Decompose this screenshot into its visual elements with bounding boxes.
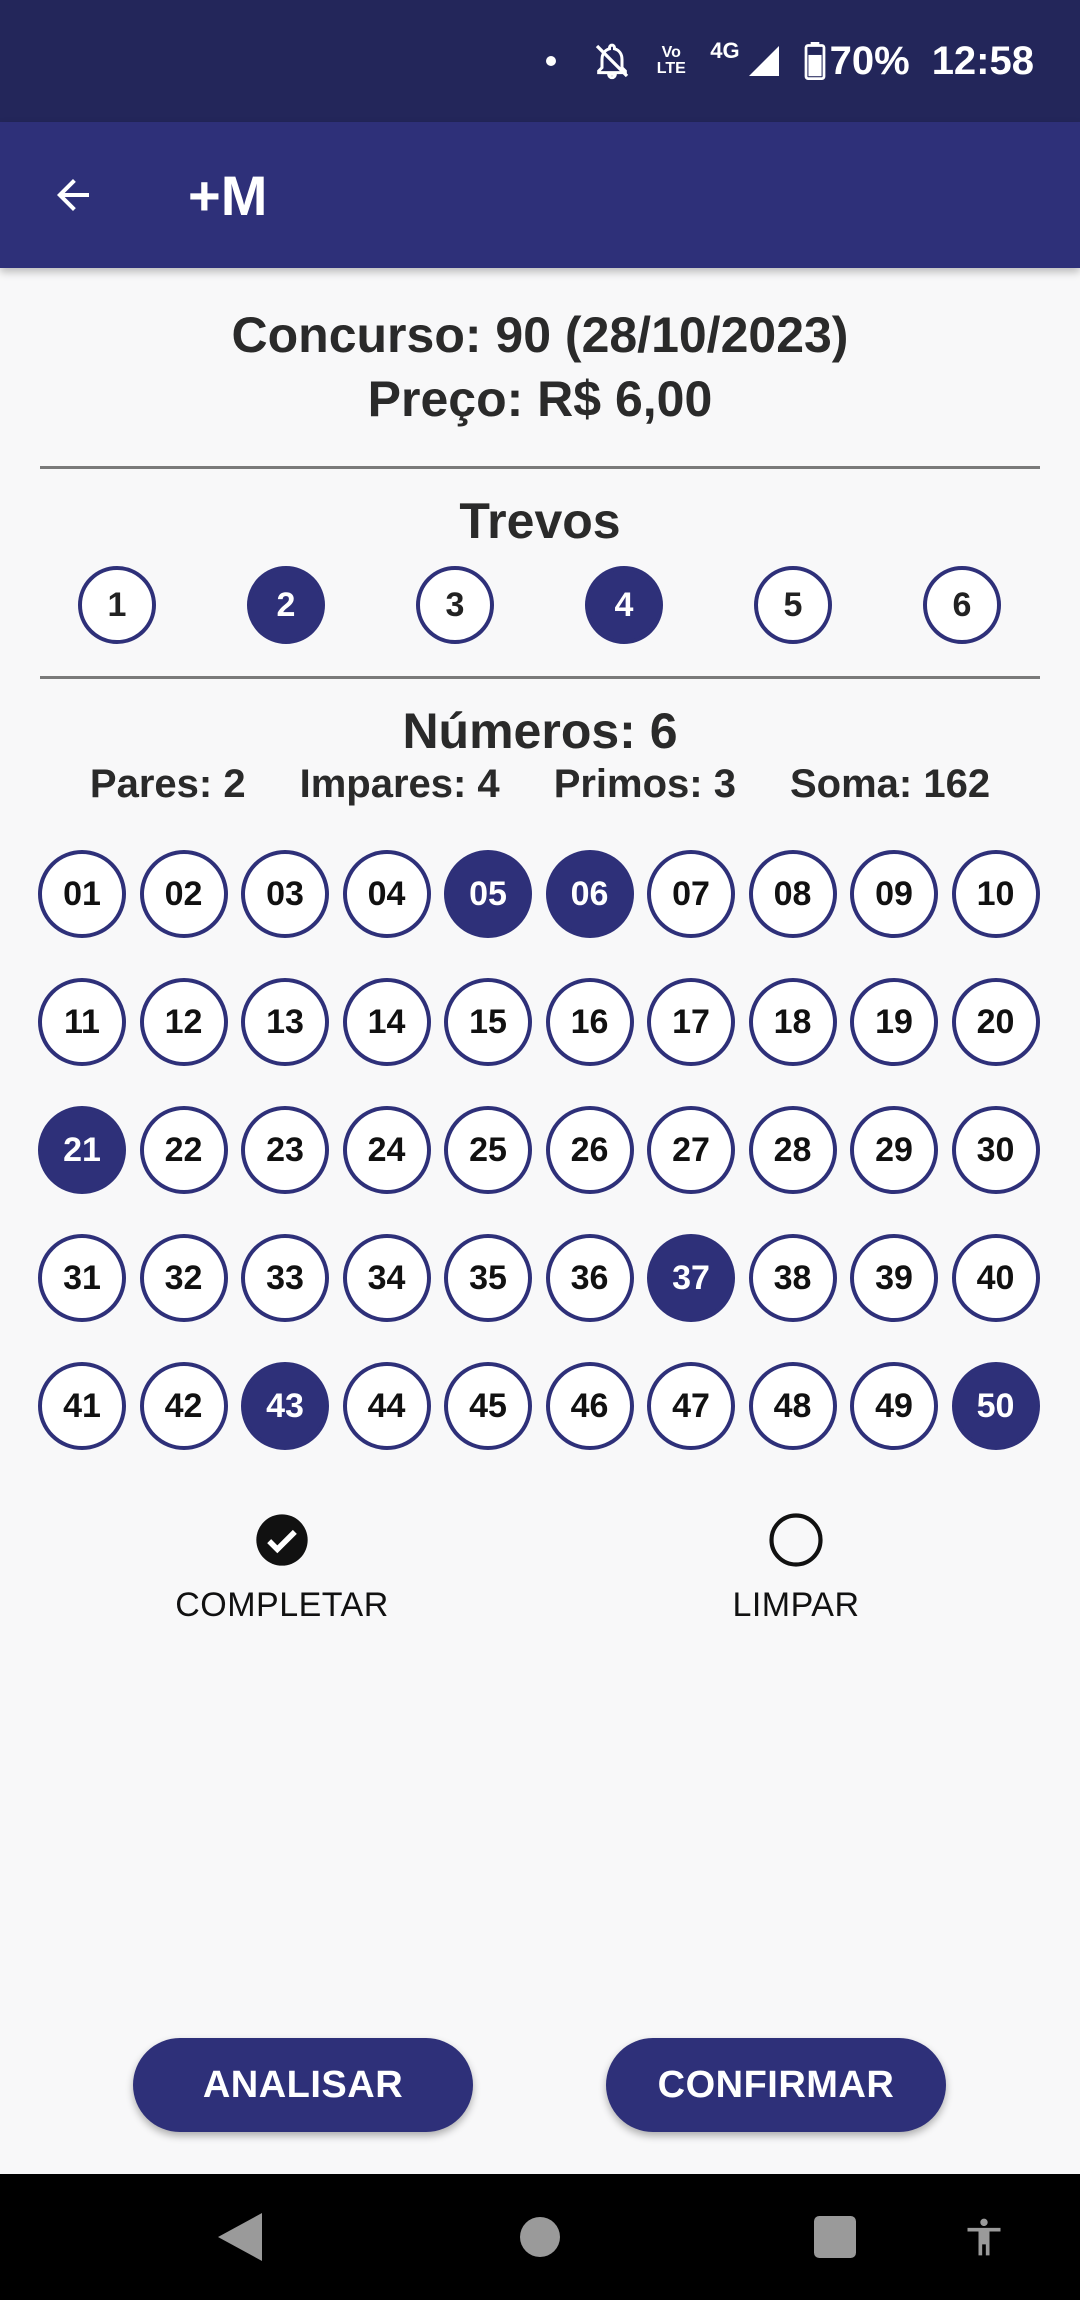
- limpar-label: LIMPAR: [732, 1586, 860, 1624]
- square-recents-icon: [814, 2216, 856, 2258]
- number-03[interactable]: 03: [241, 850, 329, 938]
- number-39[interactable]: 39: [850, 1234, 938, 1322]
- number-09[interactable]: 09: [850, 850, 938, 938]
- signal-icon: [746, 43, 782, 79]
- number-41[interactable]: 41: [38, 1362, 126, 1450]
- number-31[interactable]: 31: [38, 1234, 126, 1322]
- analisar-button[interactable]: ANALISAR: [133, 2038, 473, 2132]
- number-01[interactable]: 01: [38, 850, 126, 938]
- number-28[interactable]: 28: [749, 1106, 837, 1194]
- number-20[interactable]: 20: [952, 978, 1040, 1066]
- trevo-6[interactable]: 6: [923, 566, 1001, 644]
- pares-stat: Pares: 2: [89, 762, 246, 806]
- number-24[interactable]: 24: [343, 1106, 431, 1194]
- number-45[interactable]: 45: [444, 1362, 532, 1450]
- number-22[interactable]: 22: [140, 1106, 228, 1194]
- divider: [40, 466, 1040, 469]
- number-08[interactable]: 08: [749, 850, 837, 938]
- number-43[interactable]: 43: [241, 1362, 329, 1450]
- number-47[interactable]: 47: [647, 1362, 735, 1450]
- empty-circle-icon: [768, 1512, 824, 1568]
- limpar-action[interactable]: [646, 1512, 946, 1625]
- check-circle-icon: [254, 1512, 310, 1568]
- stats-row: [0, 762, 1080, 807]
- accessibility-icon: [962, 2213, 1006, 2261]
- number-33[interactable]: 33: [241, 1234, 329, 1322]
- number-15[interactable]: 15: [444, 978, 532, 1066]
- number-44[interactable]: 44: [343, 1362, 431, 1450]
- number-27[interactable]: 27: [647, 1106, 735, 1194]
- volte-icon: Vo LTE: [656, 44, 686, 77]
- number-17[interactable]: 17: [647, 978, 735, 1066]
- concurso-label: Concurso: 90 (28/10/2023): [231, 307, 849, 363]
- completar-label: COMPLETAR: [175, 1586, 389, 1624]
- price-label: Preço: R$ 6,00: [367, 371, 713, 427]
- nav-recents-button[interactable]: [795, 2174, 875, 2300]
- number-42[interactable]: 42: [140, 1362, 228, 1450]
- trevo-3[interactable]: 3: [416, 566, 494, 644]
- number-19[interactable]: 19: [850, 978, 938, 1066]
- completar-action[interactable]: [132, 1512, 432, 1625]
- notifications-off-icon: [592, 41, 632, 81]
- number-11[interactable]: 11: [38, 978, 126, 1066]
- number-30[interactable]: 30: [952, 1106, 1040, 1194]
- navigation-bar: [0, 2174, 1080, 2300]
- number-13[interactable]: 13: [241, 978, 329, 1066]
- number-46[interactable]: 46: [546, 1362, 634, 1450]
- app-title: +M: [188, 163, 268, 227]
- circle-home-icon: [520, 2217, 560, 2257]
- notification-dot-icon: [546, 56, 556, 66]
- app-bar: [0, 122, 1080, 268]
- number-35[interactable]: 35: [444, 1234, 532, 1322]
- number-18[interactable]: 18: [749, 978, 837, 1066]
- number-12[interactable]: 12: [140, 978, 228, 1066]
- number-25[interactable]: 25: [444, 1106, 532, 1194]
- number-26[interactable]: 26: [546, 1106, 634, 1194]
- trevos-title: Trevos: [459, 493, 621, 549]
- number-23[interactable]: 23: [241, 1106, 329, 1194]
- number-02[interactable]: 02: [140, 850, 228, 938]
- numeros-title: Números: 6: [402, 703, 678, 759]
- number-04[interactable]: 04: [343, 850, 431, 938]
- divider: [40, 676, 1040, 679]
- number-38[interactable]: 38: [749, 1234, 837, 1322]
- confirmar-button[interactable]: CONFIRMAR: [606, 2038, 946, 2132]
- network-type-label: 4G: [710, 38, 740, 63]
- clock: 12:58: [931, 38, 1034, 83]
- battery-percent: 70%: [829, 38, 910, 83]
- number-50[interactable]: 50: [952, 1362, 1040, 1450]
- number-29[interactable]: 29: [850, 1106, 938, 1194]
- numbers-grid: [38, 850, 1042, 1450]
- number-07[interactable]: 07: [647, 850, 735, 938]
- primos-stat: Primos: 3: [553, 762, 736, 806]
- nav-back-button[interactable]: [200, 2174, 280, 2300]
- back-button[interactable]: [0, 122, 146, 268]
- number-16[interactable]: 16: [546, 978, 634, 1066]
- soma-stat: Soma: 162: [789, 762, 991, 806]
- number-36[interactable]: 36: [546, 1234, 634, 1322]
- trevo-4[interactable]: 4: [585, 566, 663, 644]
- number-34[interactable]: 34: [343, 1234, 431, 1322]
- trevo-2[interactable]: 2: [247, 566, 325, 644]
- number-40[interactable]: 40: [952, 1234, 1040, 1322]
- number-14[interactable]: 14: [343, 978, 431, 1066]
- nav-home-button[interactable]: [500, 2174, 580, 2300]
- number-10[interactable]: 10: [952, 850, 1040, 938]
- number-05[interactable]: 05: [444, 850, 532, 938]
- trevo-5[interactable]: 5: [754, 566, 832, 644]
- status-bar: [0, 0, 1080, 122]
- battery-icon: [804, 39, 910, 84]
- impares-stat: Impares: 4: [299, 762, 500, 806]
- triangle-back-icon: [218, 2213, 262, 2261]
- arrow-back-icon: [49, 171, 97, 219]
- accessibility-button[interactable]: [944, 2174, 1024, 2300]
- number-21[interactable]: 21: [38, 1106, 126, 1194]
- number-49[interactable]: 49: [850, 1362, 938, 1450]
- number-48[interactable]: 48: [749, 1362, 837, 1450]
- number-37[interactable]: 37: [647, 1234, 735, 1322]
- trevo-1[interactable]: 1: [78, 566, 156, 644]
- number-06[interactable]: 06: [546, 850, 634, 938]
- trevos-row: [0, 566, 1080, 646]
- number-32[interactable]: 32: [140, 1234, 228, 1322]
